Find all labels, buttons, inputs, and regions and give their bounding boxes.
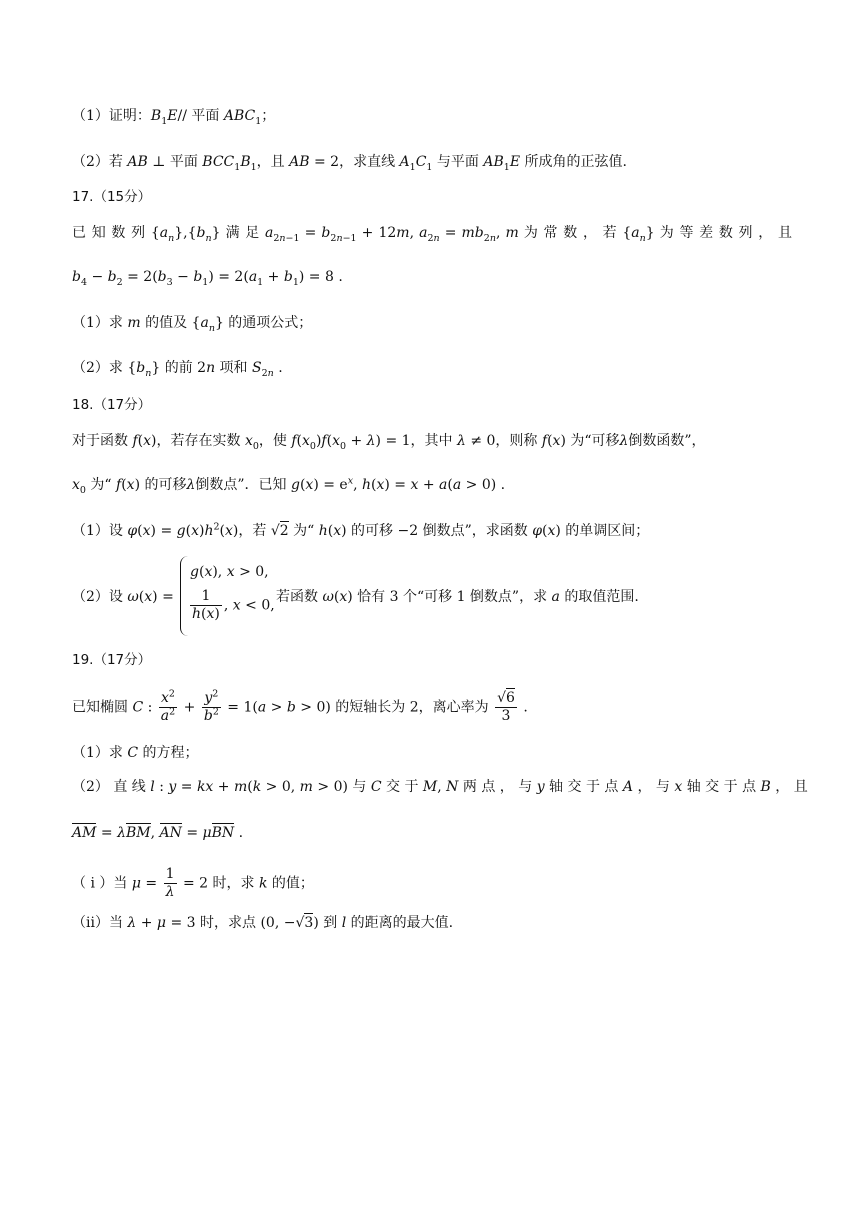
q19-sub-ii: （ii）当 λ + μ = 3 时，求点 (0, −√3) 到 l 的距离的最大值. [72,915,454,931]
q17-part1: （1）求 m 的值及 $\{a_n\}$ 的通项公式； [72,315,313,334]
q19-sub-i: （ i ）当 μ = $\frac{1}{\lambda}$ = 2 时，求 k 的值； [72,866,314,900]
q19-header: 19.（17分） [72,652,152,668]
q19-part2-line1: （2） 直 线 l : y = kx + m(k > 0, m > 0) 与 C 交 于 M, N 两 点 ， 与 y 轴 交 于 点 A ， 与 x 轴 交 于 点 B ， 且 [72,779,808,795]
q17-stem-line1: 已 知 数 列 $\{a_n\},\{b_n\}$ 满 足 $a_{2n-1} = b_{2n-1} + 12m$, $a_{2n} = mb_{2n}$, m 为 常 数 ， 若 $\{a_n\}$ 为 等 差 数 列 ， 且 [72,225,792,244]
q18-part2-tail: 若函数 ω(x) 恰有 3 个“可移 1 倒数点”，求 a 的取值范围. [276,589,639,605]
q17-part2: （2）求 $\{b_n\}$ 的前 2n 项和 $S_{2n}$ . [72,360,283,379]
q18-stem-line1: 对于函数 f(x)，若存在实数 $x_0$，使 $f(x_0)f(x_0 + \lambda) = 1$，其中 λ ≠ 0，则称 f(x) 为“可移λ倒数函数”， [72,433,706,452]
q17-stem-line2: $b_4 - b_2 = 2(b_3 - b_1) = 2(a_1 + b_1) = 8$ . [72,269,343,288]
q18-part1: （1）设 $\varphi(x) = g(x)h^2(x)$，若 √2 为“ h(x) 的可移 −2 倒数点”，求函数 φ(x) 的单调区间； [72,521,650,539]
q19-part1: （1）求 C 的方程； [72,745,199,761]
q18-part2-lead: （2）设 ω(x) = [72,589,174,605]
q16-part2: （2）若 AB ⊥ 平面 $BCC_1B_1$，且 AB = 2，求直线 $A_1C_1$ 与平面 $AB_1E$ 所成角的正弦值. [72,154,627,173]
q19-part2-line2: AM = λBM, AN = μBN . [72,825,244,841]
piecewise-case2: $\frac{1}{h(x)}$ , x < 0, [192,588,275,622]
q19-stem-line1: 已知椭圆 C : $\frac{x^2}{a^2}$ + $\frac{y^2}{b^2}$ = 1(a > b > 0) 的短轴长为 2，离心率为 $\frac{√6}{3}$ . [72,688,528,724]
piecewise-case1: g(x), x > 0, [190,564,269,580]
q18-stem-line2: $x_0$ 为“ f(x) 的可移λ倒数点”．已知 $g(x) = e^x$, h(x) = x + a(a > 0) . [72,475,506,496]
q18-header: 18.（17分） [72,397,152,413]
q17-header: 17.（15分） [72,189,152,205]
q16-part1: （1）证明：$B_1E//$ 平面 $ABC_1$； [72,108,276,127]
